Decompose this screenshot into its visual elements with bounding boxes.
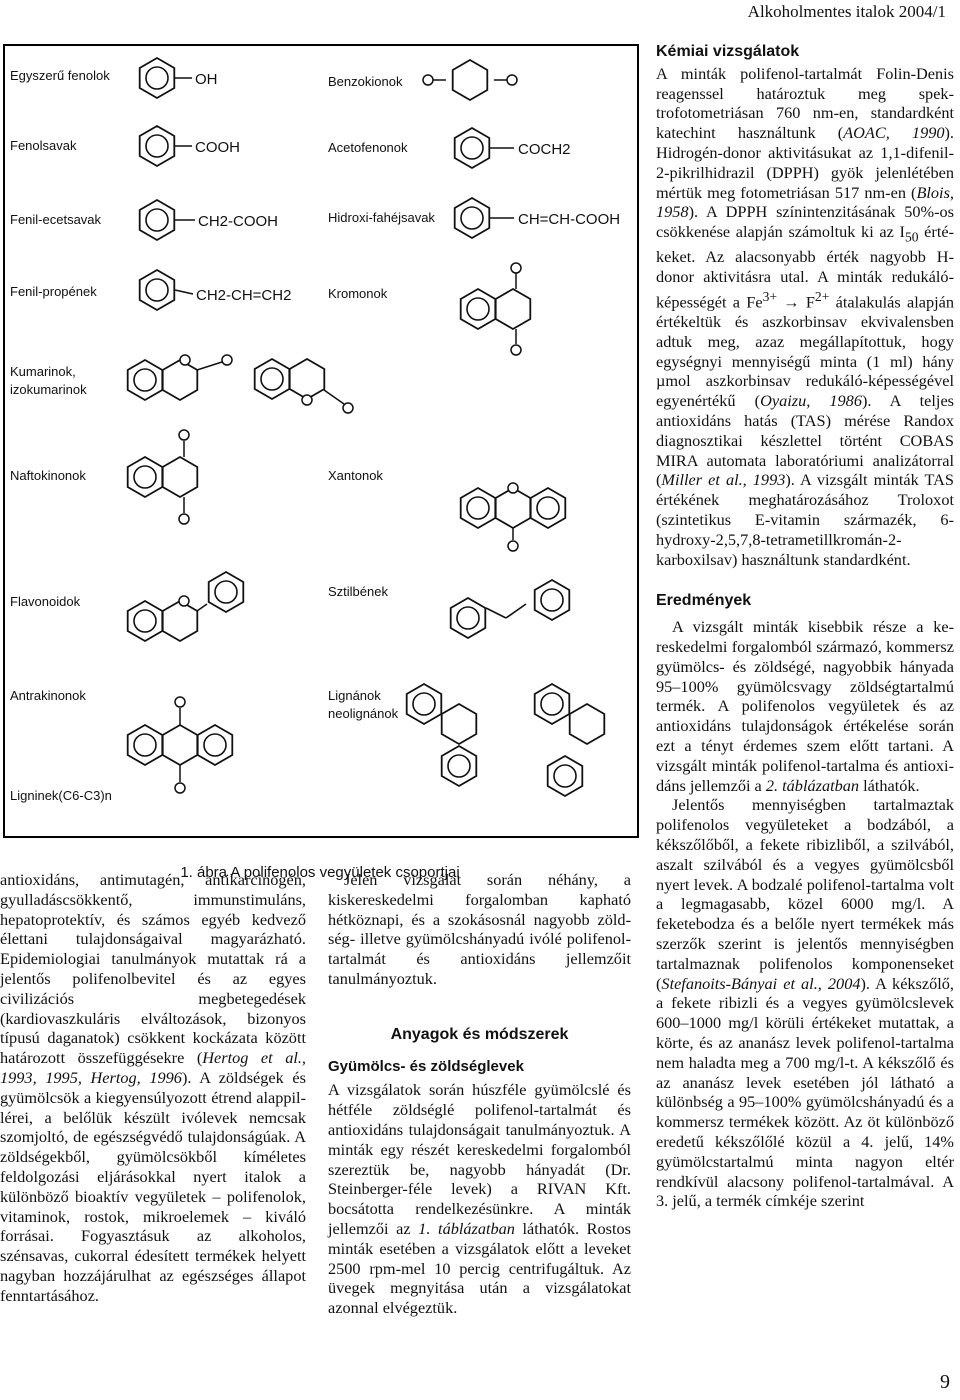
text-run: átalakulás alapján értékeltük és aszkorbinsav ekvivalensben adtuk meg, azaz megállapítottuk, hogy egységnyi mennyiségű minta (1 ml) hány µmol aszkorbinsav redukáló-képességével egyenértékű ( [656, 292, 954, 411]
column-3 [656, 42, 954, 1211]
benzene-ring-icon [128, 725, 163, 765]
column-2 [328, 870, 631, 1318]
text-run: értékeket. Az alacsonyabb érték nagyobb H-donor aktivitásra utal. A minták redukáló-képességét a Fe [656, 222, 954, 312]
text-run: ). Hidrogén-donor aktivitásukat az 1,1-difenil-2-pikrilhidrazil (DPPH) gyök jelenlétében mértük meg fotometriásan 517 nm-en ( [656, 123, 954, 202]
text-run: Jelentős mennyiségben tartalmaztak polifenolos vegyületeket a bodzából, a kékszőlőből, a fekete ribizliből, a szilvából, aszalt szilvából és a vegyes gyümölcsből nyert levek. A bodzalé polifenol-tartalma volt a legmagasabb, közel 6000 mg/l. A feketebodza és a belőle nyert termékek más szerzők szerint is jelentős mennyiségben tartalmaznak polifenolos komponenseket ( [656, 795, 954, 993]
benzene-ring-icon [531, 488, 566, 528]
text-run: A minták polifenol-tartalmát Folin-Denis reagenssel határoztuk meg spektrofotometriásan 760 nm-en, standardként katechint használtunk ( [656, 63, 954, 143]
benzene-ring-icon [451, 598, 486, 638]
label-lignins: Ligninek(C6-C3)n [10, 788, 112, 803]
label-phenolic-acids: Fenolsavak [10, 138, 77, 153]
text-run: láthatók. [859, 775, 920, 795]
label-benzoquinones: Benzokionok [328, 74, 403, 89]
table-ref: 1. táblázatban [418, 1218, 515, 1238]
text-run: A vizsgálatok során húszféle gyümölcslé és hétféle zöldséglé polifenol-tartalmát és antioxidáns tulajdonságait tanulmányoztuk. A minták egy részét kereskedelmi forgalomból szereztük be, nagyobb hányadát (Dr. Steinberger-féle levek) a RIVAN Kft. bocsátotta rendelkezésünkre. A minták jellemzői az [328, 1080, 631, 1238]
label-acetophenones: Acetofenonok [328, 140, 408, 155]
benzene-ring-icon [461, 488, 496, 528]
benzene-ring-icon [455, 198, 490, 238]
benzene-ring-icon [461, 289, 496, 329]
benzene-ring-icon [455, 128, 490, 168]
paragraph-intro-continued [0, 870, 306, 1306]
structure-diagram [0, 44, 640, 844]
subscript: 50 [904, 229, 919, 245]
running-header: Alkoholmentes italok 2004/1 [747, 2, 946, 21]
text-run: antioxidáns, antimutagén, antikarcinogén, gyulladáscsökkentő, immunstimuláns, hepatoprotektív, és számos egyéb kedvező élettani tulajdonságaival magyarázható. Epidemiologiai tanulmányok mutattak rá a jelentős polifenolbevitel és az egyes civilizációs megbetegedések (kardiovaszkuláris elváltozások, bizonyos típusú daganatok) csökkent kockázata között határozott összefüggésekre ( [0, 870, 306, 1068]
benzene-ring-icon [140, 270, 175, 310]
benzene-ring-icon [407, 684, 442, 724]
benzene-ring-icon [535, 684, 570, 724]
paragraph-aim: Jelen vizsgálat során néhány, a kiskereskedelmi forgalomban kapható hétköznapi, és a szokásosnál nagyobb zöldség- illetve gyümölcshányadú ivólé polifenol-tartalmát és antioxidáns jellemzőit tanulmányoztuk. [328, 870, 631, 988]
citation: AOAC, 1990 [843, 123, 945, 143]
benzene-ring-icon [198, 725, 233, 765]
benzene-ring-icon [128, 601, 163, 641]
superscript: 3+ [762, 288, 778, 304]
paragraph-juices [328, 1080, 631, 1318]
benzene-ring-icon [140, 58, 175, 98]
figure-polyphenol-groups [0, 44, 640, 881]
group-cooh: COOH [195, 139, 240, 156]
benzene-ring-icon [548, 756, 583, 796]
label-hydroxycinnamic-acids: Hidroxi-fahéjsavak [328, 210, 435, 225]
heading-juices: Gyümölcs- és zöldséglevek [328, 1057, 524, 1075]
benzene-ring-icon [255, 359, 290, 399]
citation: Oyaizu, 1986 [760, 391, 862, 411]
group-ch2cooh: CH2-COOH [198, 213, 279, 230]
group-chchcooh: CH=CH-COOH [518, 211, 621, 228]
label-stilbenes: Sztilbének [328, 584, 388, 599]
label-coumarins: Kumarinok, [10, 364, 76, 379]
label-neolignans: neolignánok [328, 706, 399, 721]
benzene-ring-icon [442, 746, 477, 786]
text-run: ). A vizsgált minták TAS értékének meghatározásához Troloxot (szintetikus E-vitamin származék, 6-hydroxy-2,5,7,8-tetrametillkromán-2-karboxilsav) használtunk standardként. [656, 470, 954, 569]
paragraph-results-2 [656, 795, 954, 1211]
label-chromones: Kromonok [328, 286, 388, 301]
paragraph-results-1 [656, 617, 954, 795]
column-1 [0, 870, 306, 1306]
benzene-ring-icon [209, 572, 244, 612]
text-run: ). A kékszőlő, a fekete ribizli és a vegyes gyümölcslevek 600–1000 mg/l körüli értékeket mutattak, a körte, és az ananász levek polifenol-tartalma nem haladta meg a 700 mg/l-t. A kékszőlő és az ananász levek esetében jól látható a különbség a 95–100% gyümölcshányadú és a kommersz termékek között. Az öt különböző eredetű kékszőlőlé közül a 4. jelű, 14% gyümölcstartalmú minta nagyon eltér rendkívül alacsony polifenol-tartalmával. A 3. jelű, a termék címkéje szerint [656, 973, 954, 1211]
page-number: 9 [940, 1371, 950, 1393]
label-lignans: Lignánok [328, 688, 381, 703]
group-oh: OH [195, 71, 218, 88]
group-ch2chch2: CH2-CH=CH2 [196, 287, 292, 304]
label-simple-phenols: Egyszerű fenolok [10, 68, 110, 83]
benzene-ring-icon [535, 580, 570, 620]
label-isocoumarins: izokumarinok [10, 382, 87, 397]
text-run: A vizsgált minták kisebbik része a kereskedelmi forgalomból származó, kommersz gyümölcs- és zöldségé, nagyobbik hányada 95–100% gyümölcsvagy zöldségtartalmú termék. A polifenolos vegyületek és az antioxidáns tulajdonságok értékelése során ezt a tényt érdemes szem előtt tartani. A vizsgált minták polifenol-tartalma és antioxidáns jellemzői a [656, 617, 954, 795]
heading-chemical-tests: Kémiai vizsgálatok [656, 43, 800, 60]
label-anthraquinones: Antrakinonok [10, 688, 86, 703]
label-xanthones: Xantonok [328, 468, 383, 483]
label-phenylpropenes: Fenil-propének [10, 284, 97, 299]
benzene-ring-icon [128, 457, 163, 497]
superscript: 2+ [814, 288, 830, 304]
label-flavonoids: Flavonoidok [10, 594, 81, 609]
label-naphthoquinones: Naftokinonok [10, 468, 86, 483]
benzene-ring-icon [140, 200, 175, 240]
citation: Blois, 1958 [656, 182, 954, 222]
text-run: → F [777, 292, 815, 312]
heading-materials-methods: Anyagok és módszerek [390, 1025, 569, 1043]
heading-results: Eredmények [656, 592, 752, 610]
table-ref: 2. táblázatban [765, 775, 860, 795]
text-run: ). A DPPH színintenzitásának 50%-os csökkenése alapján számoltuk ki az I [656, 202, 954, 242]
citation: Hertog et al., 1993, 1995, Hertog, 1996 [0, 1048, 306, 1087]
paragraph-chemical-tests [656, 64, 954, 570]
benzene-ring-icon [128, 360, 163, 400]
text-run: ). A zöldségek és gyümölcsök a kiegyensúlyozott étrend alappillérei, a belőlük készült ivólevek nemcsak szomjoltó, de egészségvédő tulajdonságúak. A zöldségekből, gyümölcsökből kíméletes feldolgozási eljárásokkal nyert italok a különböző bioaktív vegyületek – polifenolok, vitaminok, rostok, mikroelemek – kiváló forrásai. Fogyasztásuk az alkoholos, szénsavas, cukorral édesített termékek helyett nagyban hozzájárulhat az egészséges állapot fenntartásához. [0, 1067, 306, 1305]
text-run: ). A teljes antioxidáns hatás (TAS) mérése Randox diagnosztikai készlettel történt COBAS MIRA automata laboratóriumi analizátorral ( [656, 391, 955, 490]
text-run: láthatók. Rostos minták esetében a vizsgálatok előtt a leveket 2500 rpm-mel 10 percig centrifugáltuk. Az üvegek megnyitása után a vizsgálatokat azonnal elvégeztük. [328, 1218, 631, 1318]
group-coch2: COCH2 [518, 141, 571, 158]
figure-caption: 1. ábra A polifenolos vegyületek csoportjai [180, 864, 460, 881]
benzene-ring-icon [140, 126, 175, 166]
citation: Miller et al., 1993 [661, 470, 786, 490]
citation: Stefanoits-Bányai et al., 2004 [661, 973, 861, 993]
label-phenylacetic-acids: Fenil-ecetsavak [10, 212, 102, 227]
